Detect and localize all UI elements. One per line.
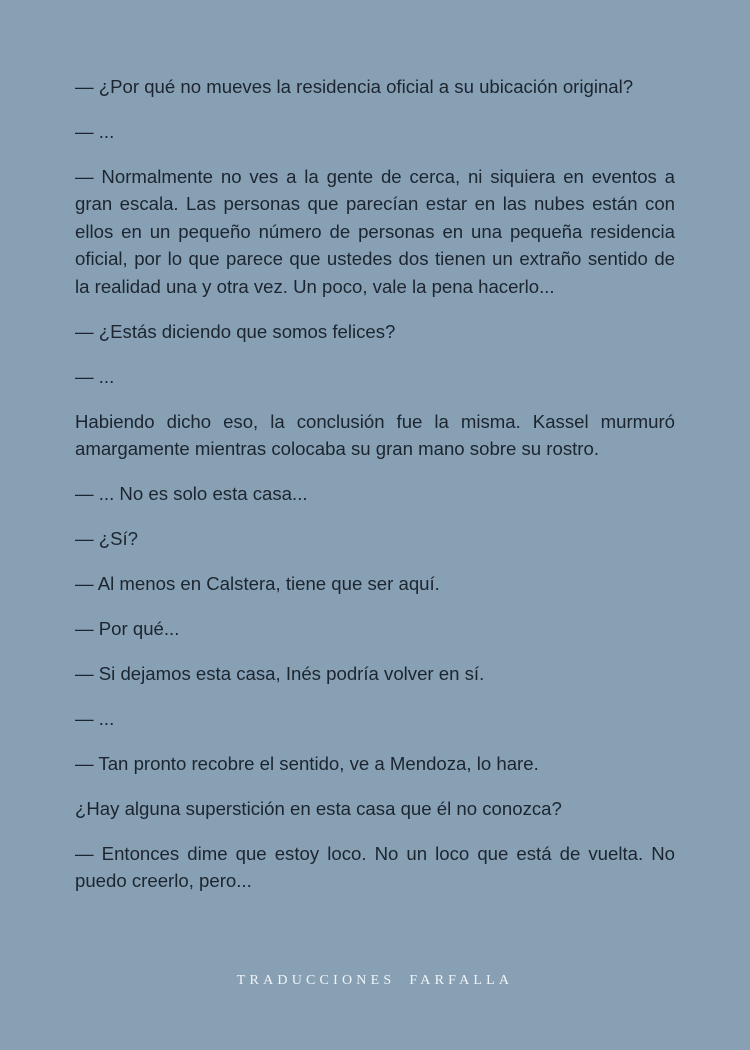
- paragraph-6: Habiendo dicho eso, la conclusión fue la misma. Kassel murmuró amargamente mientras colocaba su gran mano sobre su rostro.: [75, 410, 675, 460]
- paragraph-1: — ¿Por qué no mueves la residencia oficial a su ubicación original?: [75, 76, 634, 97]
- footer-word-1: TRADUCCIONES: [236, 973, 396, 988]
- paragraph-15: — Entonces dime que estoy loco. No un loco que está de vuelta. No puedo creerlo, pero...: [75, 843, 675, 892]
- paragraph-11: — Si dejamos esta casa, Inés podría volver en sí.: [75, 663, 485, 685]
- paragraph-5: — ...: [75, 365, 115, 387]
- paragraph-3: — Normalmente no ves a la gente de cerca, ni siquiera en eventos a gran escala. Las personas que parecían estar en las nubes están con ellos en un pequeño número de personas en una pequeña residencia oficial, por lo que parece que ustedes dos tienen un extraño sentido de la realidad una y otra vez. Un poco, vale la pena hacerlo...: [75, 166, 675, 297]
- paragraph-14: ¿Hay alguna superstición en esta casa que él no conozca?: [75, 798, 562, 820]
- paragraph-12: — ...: [75, 708, 115, 730]
- footer-watermark: [0, 973, 750, 989]
- paragraph-10: — Por qué...: [75, 618, 180, 640]
- paragraph-13: — Tan pronto recobre el sentido, ve a Mendoza, lo hare.: [75, 753, 539, 775]
- footer-word-2: FARFALLA: [409, 973, 514, 988]
- paragraph-9: — Al menos en Calstera, tiene que ser aquí.: [75, 573, 440, 595]
- paragraph-2: — ...: [75, 121, 115, 142]
- paragraph-7: — ... No es solo esta casa...: [75, 483, 308, 505]
- paragraph-4: — ¿Estás diciendo que somos felices?: [75, 320, 396, 342]
- paragraph-8: — ¿Sí?: [75, 528, 139, 550]
- document-body: [75, 73, 675, 912]
